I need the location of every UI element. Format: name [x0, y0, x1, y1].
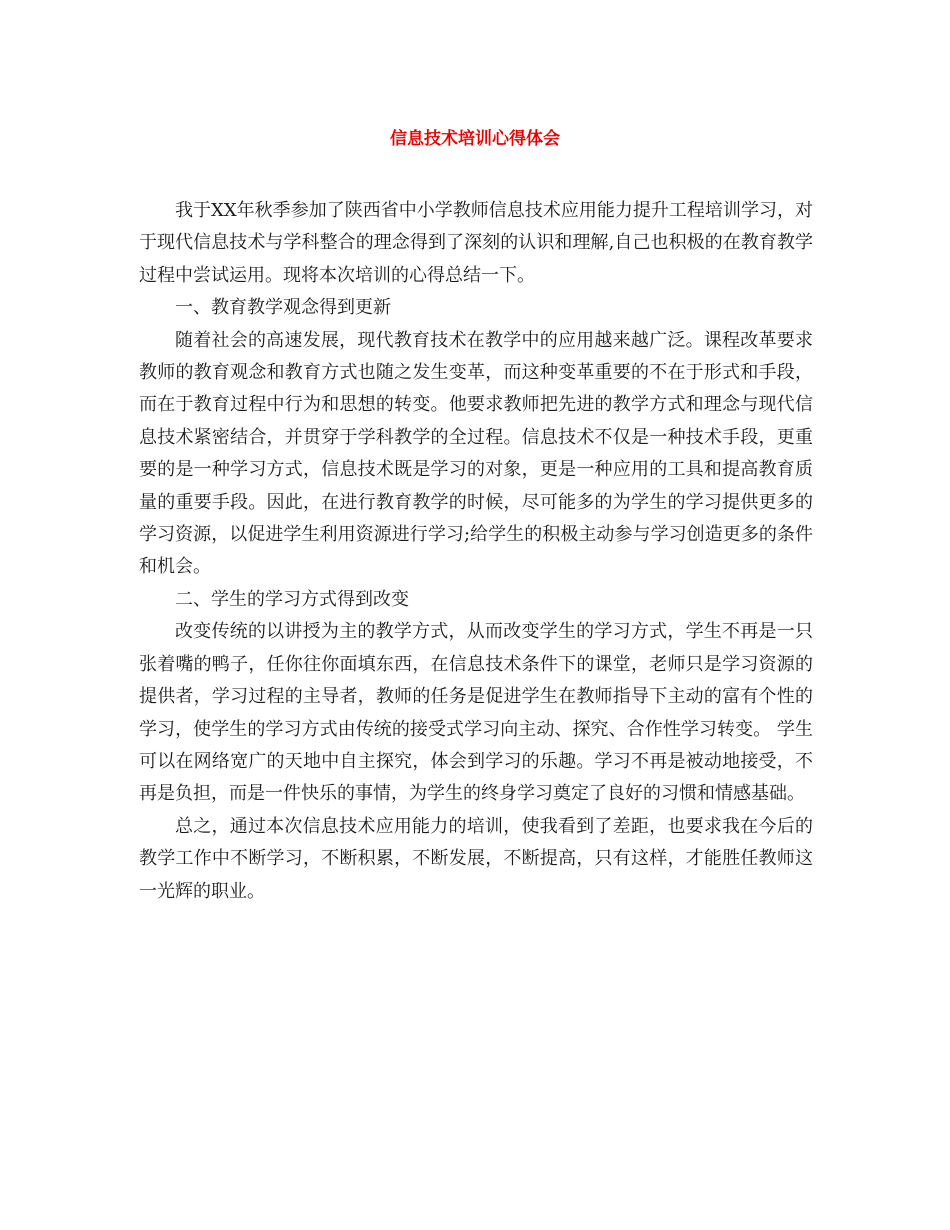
conclusion-paragraph: 总之，通过本次信息技术应用能力的培训，使我看到了差距，也要求我在今后的教学工作中不断学习，不断积累，不断发展，不断提高，只有这样，才能胜任教师这一光辉的职业。 — [139, 815, 813, 902]
section-heading-1: 一、教育教学观念得到更新 — [175, 297, 391, 319]
intro-paragraph: 我于XX年秋季参加了陕西省中小学教师信息技术应用能力提升工程培训学习，对于现代信息技术与学科整合的理念得到了深刻的认识和理解,自己也积极的在教育教学过程中尝试运用。现将本次培训的心得总结一下。 — [139, 200, 813, 286]
section-heading-2: 二、学生的学习方式得到改变 — [175, 588, 409, 610]
section-2-paragraph: 改变传统的以讲授为主的教学方式，从而改变学生的学习方式，学生不再是一只张着嘴的鸭子，任你往你面填东西，在信息技术条件下的课堂，老师只是学习资源的提供者，学习过程的主导者，教师的任务是促进学生在教师指导下主动的富有个性的学习，使学生的学习方式由传统的接受式学习向主动、探究、合作性学习转变。 学生可以在网络宽广的天地中自主探究，体会到学习的乐趣。学习不再是被动地接受，不再是负担，而是一件快乐的事情，为学生的终身学习奠定了良好的习惯和情感基础。 — [139, 621, 813, 805]
document-title: 信息技术培训心得体会 — [390, 129, 560, 149]
section-1-paragraph: 随着社会的高速发展，现代教育技术在教学中的应用越来越广泛。课程改革要求教师的教育观念和教育方式也随之发生变革，而这种变革重要的不在于形式和手段，而在于教育过程中行为和思想的转变。他要求教师把先进的教学方式和理念与现代信息技术紧密结合，并贯穿于学科教学的全过程。信息技术不仅是一种技术手段，更重要的是一种学习方式，信息技术既是学习的对象，更是一种应用的工具和提高教育质量的重要手段。因此，在进行教育教学的时候，尽可能多的为学生的学习提供更多的学习资源，以促进学生利用资源进行学习;给学生的积极主动参与学习创造更多的条件和机会。 — [139, 329, 813, 578]
document-body — [139, 195, 813, 908]
